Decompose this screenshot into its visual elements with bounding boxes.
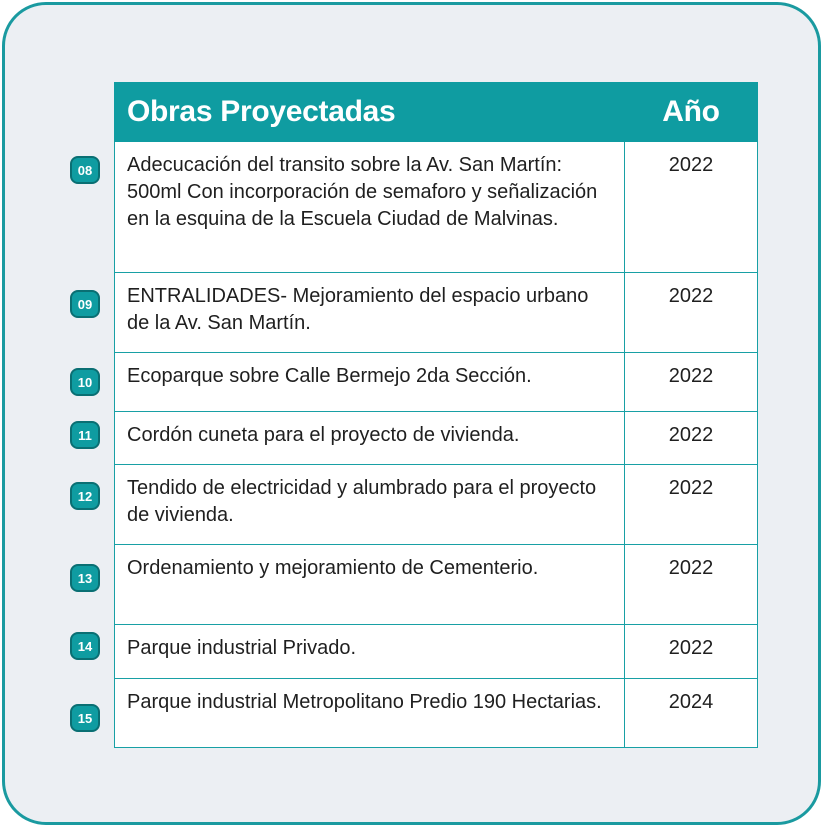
row-number-badge: 12 bbox=[70, 482, 100, 510]
row-number-badge: 13 bbox=[70, 564, 100, 592]
table-row bbox=[115, 679, 758, 748]
header-year: Año bbox=[625, 83, 758, 142]
table-row bbox=[115, 273, 758, 353]
row-number-badge: 09 bbox=[70, 290, 100, 318]
row-description: Tendido de electricidad y alumbrado para el proyecto de vivienda. bbox=[115, 465, 625, 545]
row-description: ENTRALIDADES- Mejoramiento del espacio urbano de la Av. San Martín. bbox=[115, 273, 625, 353]
row-year: 2022 bbox=[625, 353, 758, 412]
row-description: Parque industrial Metropolitano Predio 190 Hectarias. bbox=[115, 679, 625, 748]
row-description: Ecoparque sobre Calle Bermejo 2da Sección. bbox=[115, 353, 625, 412]
row-description: Adecucación del transito sobre la Av. San Martín: 500ml Con incorporación de semaforo y señalización en la esquina de la Escuela Ciudad de Malvinas. bbox=[115, 142, 625, 273]
row-year: 2022 bbox=[625, 545, 758, 625]
row-description: Cordón cuneta para el proyecto de vivienda. bbox=[115, 412, 625, 465]
table-row bbox=[115, 545, 758, 625]
table-row bbox=[115, 625, 758, 679]
row-number-badge: 10 bbox=[70, 368, 100, 396]
row-year: 2022 bbox=[625, 625, 758, 679]
row-number-badge: 08 bbox=[70, 156, 100, 184]
row-year: 2022 bbox=[625, 273, 758, 353]
table-row bbox=[115, 412, 758, 465]
header-obras: Obras Proyectadas bbox=[115, 83, 625, 142]
table-row bbox=[115, 465, 758, 545]
row-year: 2022 bbox=[625, 412, 758, 465]
row-year: 2022 bbox=[625, 142, 758, 273]
row-year: 2022 bbox=[625, 465, 758, 545]
table-header-row bbox=[115, 83, 758, 142]
row-number-badge: 15 bbox=[70, 704, 100, 732]
obras-table bbox=[114, 82, 758, 748]
table-row bbox=[115, 353, 758, 412]
row-number-badge: 11 bbox=[70, 421, 100, 449]
row-description: Ordenamiento y mejoramiento de Cementerio. bbox=[115, 545, 625, 625]
row-year: 2024 bbox=[625, 679, 758, 748]
row-description: Parque industrial Privado. bbox=[115, 625, 625, 679]
row-number-badge: 14 bbox=[70, 632, 100, 660]
table-row bbox=[115, 142, 758, 273]
